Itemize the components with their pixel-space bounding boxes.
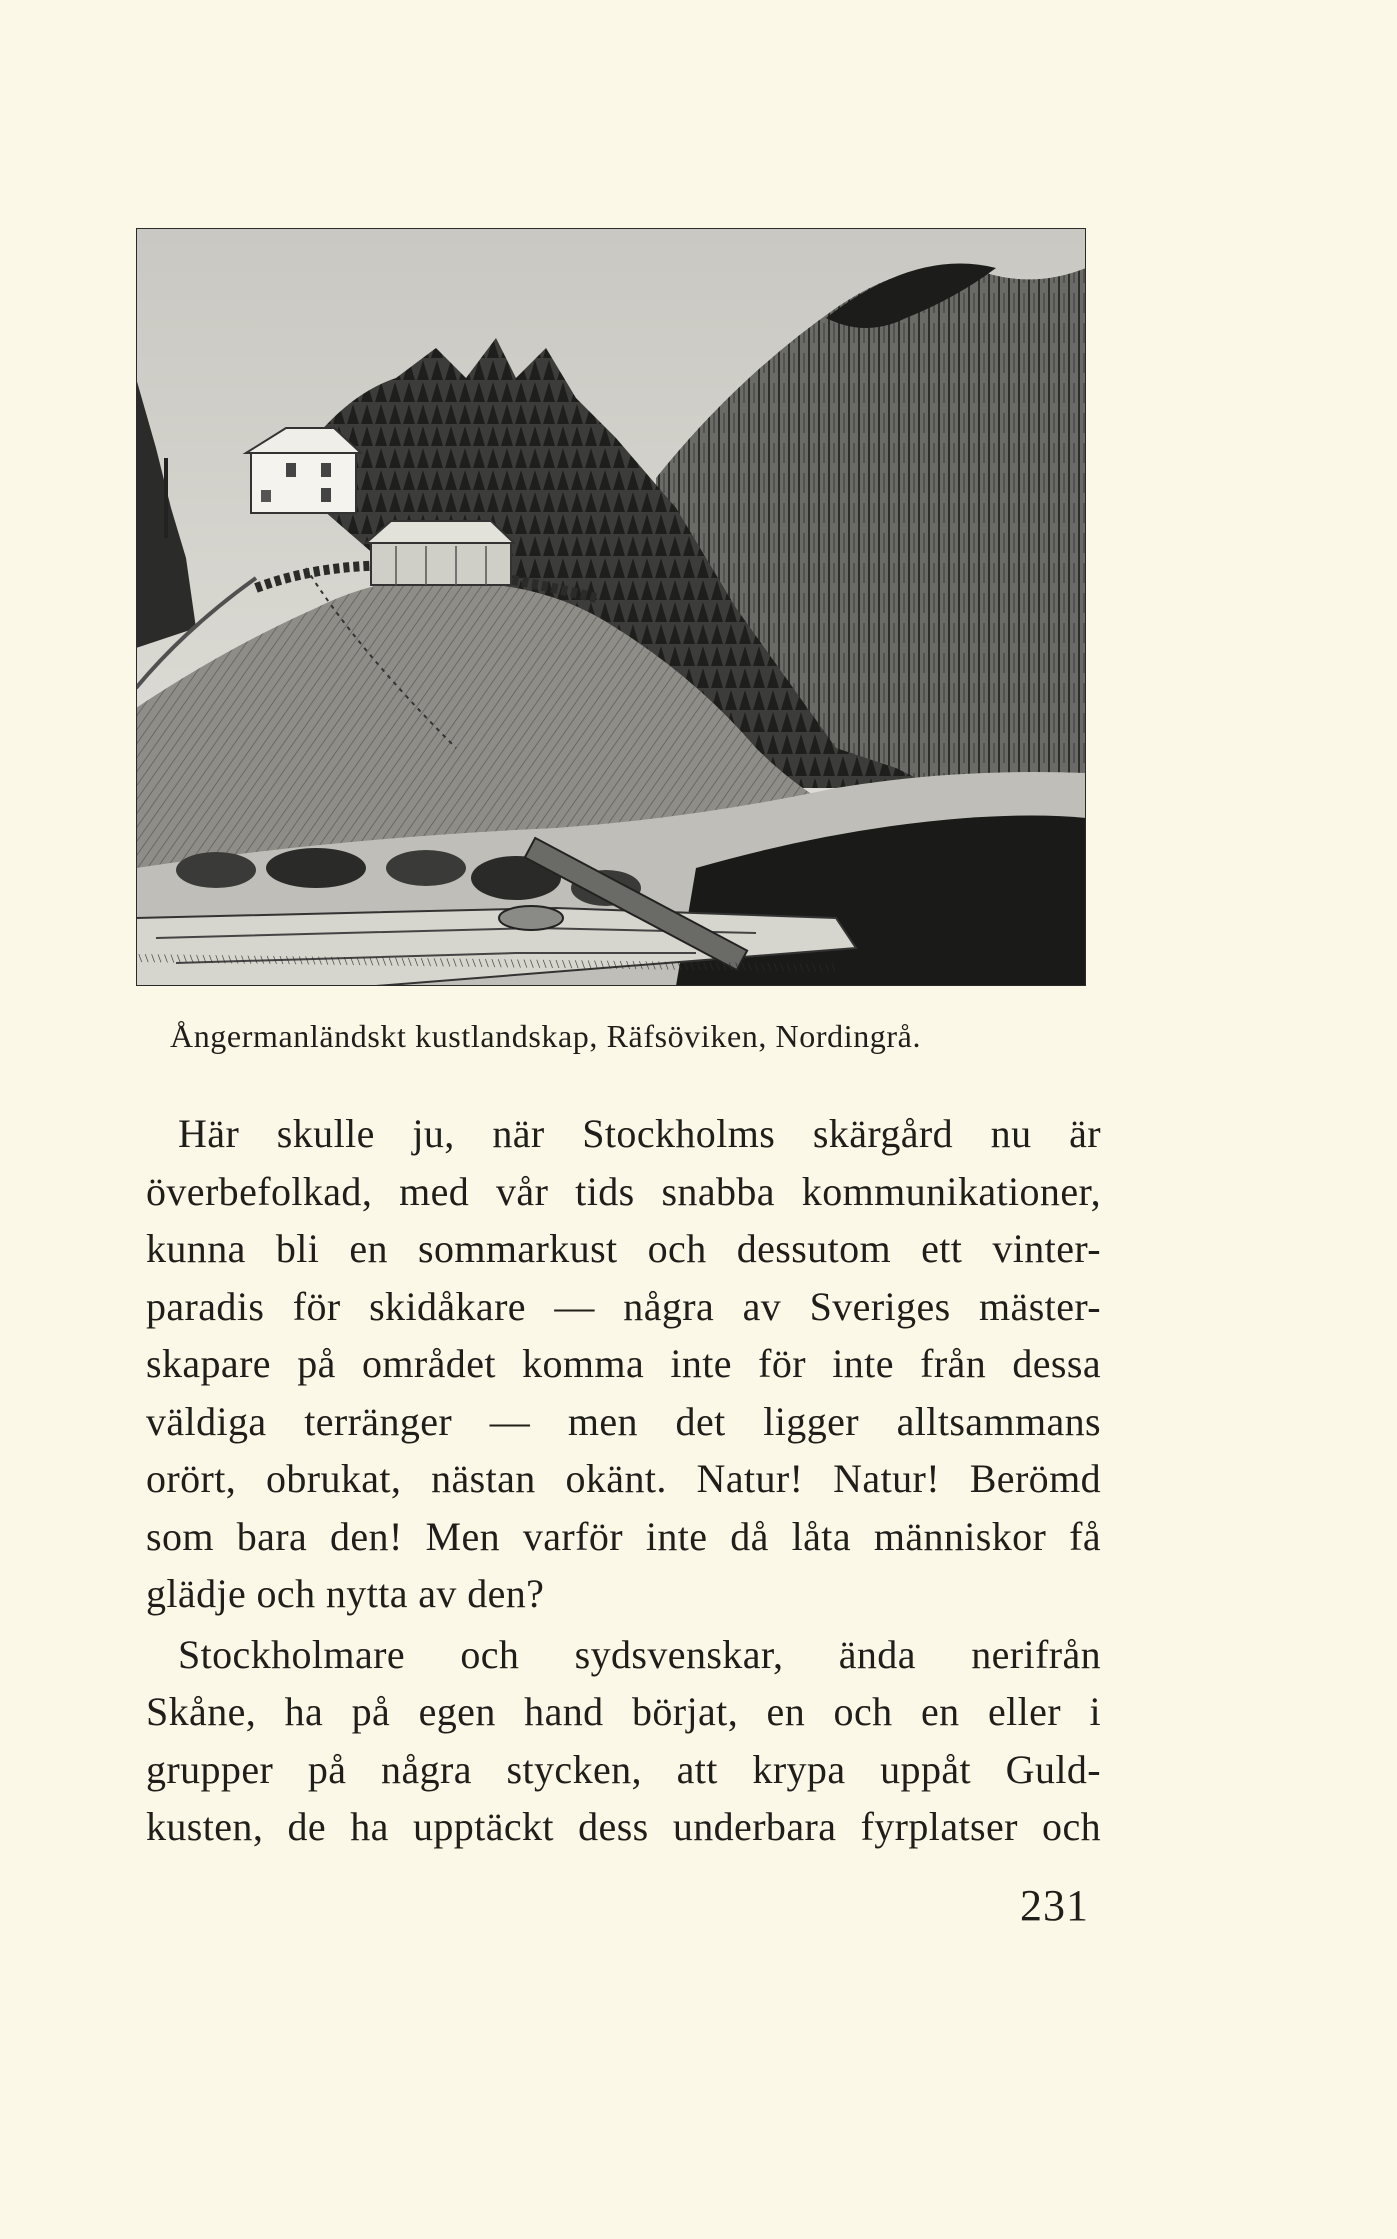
text-line: glädje och nytta av den? — [146, 1571, 545, 1616]
text-line: paradis för skidåkare — några av Sveriges mäster- — [146, 1283, 1101, 1329]
body-text — [146, 1105, 1101, 1856]
text-line: skapare på området komma inte för inte från dessa — [146, 1341, 1101, 1386]
text-line: grupper på några stycken, att krypa uppåt Guld- — [146, 1746, 1101, 1792]
page-number: 231 — [1020, 1881, 1089, 1930]
text-line: Här skulle ju, när Stockholms skärgård nu är — [178, 1111, 1101, 1156]
text-line: kusten, de ha upptäckt dess underbara fyrplatser och — [146, 1804, 1101, 1849]
text-line: kunna bli en sommarkust och dessutom ett vinter- — [146, 1226, 1101, 1271]
text-line: Stockholmare och sydsvenskar, ända nerifrån — [178, 1631, 1101, 1677]
paragraph-1 — [146, 1105, 1101, 1623]
text-line: orört, obrukat, nästan okänt. Natur! Natur! Berömd — [146, 1456, 1101, 1501]
illustration-caption: Ångermanländskt kustlandskap, Räfsöviken, Nordingrå. — [170, 1018, 922, 1054]
text-line: som bara den! Men varför inte då låta människor få — [146, 1513, 1101, 1559]
barn — [366, 521, 514, 585]
landscape-illustration-icon — [136, 228, 1086, 986]
text-line: överbefolkad, med vår tids snabba kommunikationer, — [146, 1168, 1101, 1214]
paragraph-2 — [146, 1626, 1101, 1856]
text-line: väldiga terränger — men det ligger alltsammans — [146, 1398, 1101, 1444]
text-line: Skåne, ha på egen hand börjat, en och en eller i — [146, 1689, 1101, 1734]
landscape-illustration — [136, 228, 1086, 986]
